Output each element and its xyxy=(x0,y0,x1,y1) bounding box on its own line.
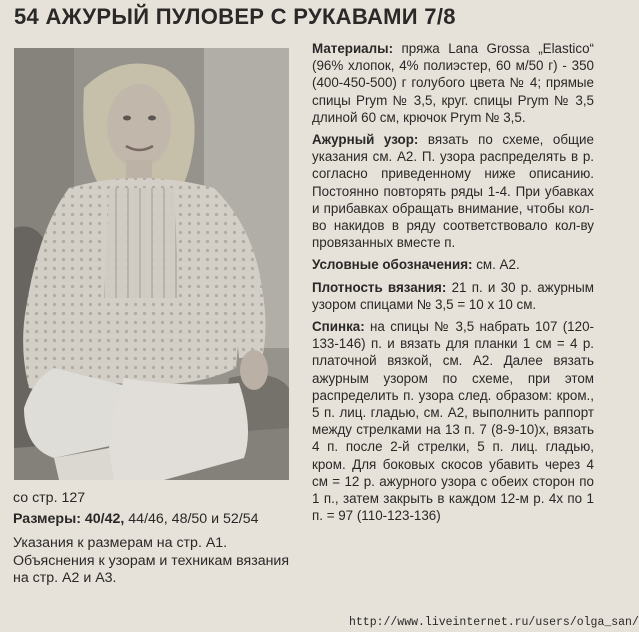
sizes-rest: 44/46, 48/50 и 52/54 xyxy=(124,510,259,527)
density-paragraph xyxy=(312,279,594,313)
see-page-note: со стр. 127 xyxy=(13,490,86,506)
article-title: 54 АЖУРЫЙ ПУЛОВЕР С РУКАВАМИ 7/8 xyxy=(14,4,456,29)
symbols-paragraph xyxy=(312,256,594,273)
left-column xyxy=(13,490,293,588)
pattern-paragraph xyxy=(312,131,594,251)
density-text: 21 п. и 30 р. ажурным узором спицами № 3,5 = 10 х 10 см. xyxy=(312,279,594,312)
sizes-first: 40/42, xyxy=(84,510,125,527)
pattern-text: вязать по схеме, общие указания см. А2. П. узора распределять в р. согласно приведенному ниже описанию. Постоянно повторять ряды 1-4. При убавках и прибавках обращать внимание, чтобы кол-во накидов в ряду соответствовало кол-ву провязанных вместе п. xyxy=(312,132,594,251)
instructions-note: Указания к размерам на стр. А1. Объяснения к узорам и техникам вязания на стр. А2 и А3. xyxy=(13,535,290,586)
materials-text: пряжа Lana Grossa „Elastico“ (96% хлопок, 4% полиэстер, 60 м/50 г) - 350 (400-450-500) г голубого цвета № 4; прямые спицы Prym № 3,5, круг. спицы Prym № 3,5 длиной 60 см, крючок Prym № 3,5. xyxy=(312,41,594,125)
density-label: Плотность вязания: xyxy=(312,279,447,295)
sizes-line xyxy=(13,511,293,529)
right-column xyxy=(312,40,594,529)
symbols-text: см. А2. xyxy=(472,257,520,273)
symbols-label: Условные обозначения: xyxy=(312,257,473,273)
back-paragraph xyxy=(312,318,594,524)
back-text: на спицы № 3,5 набрать 107 (120-133-146) п. и вязать для планки 1 см = 4 р. платочной вязкой, см. А2. Далее вязать ажурным узором по схеме, при этом распределить п. узора след. образом: кром., 5 п. лиц. гладью, см. А2, выполнить раппорт между стрелками на 13 п. 7 (8-9-10)х, вязать 4 п. после 2-й стрелки, 5 п. лиц. гладью, кром. Для боковых скосов убавить через 4 см = 12 р. ажурного узора с обеих сторон по 1 п., затем закрыть в каждом 12-м р. 4х по 1 п. = 97 (110-123-136) xyxy=(312,319,594,524)
materials-paragraph xyxy=(312,40,594,126)
watermark-url: http://www.liveinternet.ru/users/olga_san/ xyxy=(349,616,639,629)
model-photo xyxy=(14,48,289,480)
materials-label: Материалы: xyxy=(312,41,394,56)
back-label: Спинка: xyxy=(312,319,365,335)
sizes-label: Размеры: xyxy=(13,510,81,527)
pattern-label: Ажурный узор: xyxy=(312,132,419,148)
